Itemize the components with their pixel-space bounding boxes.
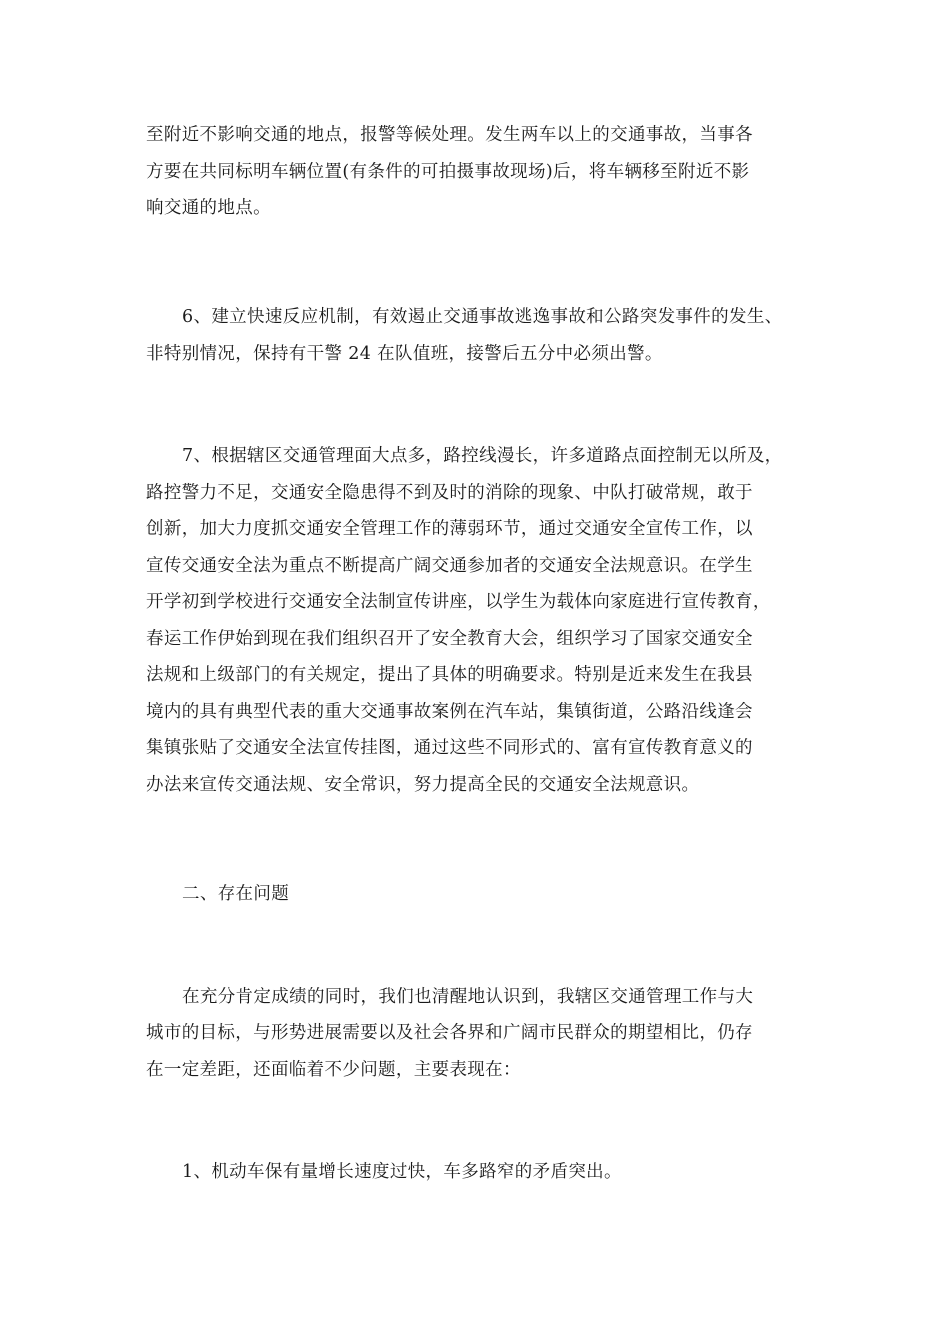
text-line: 响交通的地点。 — [146, 198, 271, 218]
text-line: 方要在共同标明车辆位置(有条件的可拍摄事故现场)后，将车辆移至附近不影 — [146, 162, 750, 182]
text-line: 在一定差距，还面临着不少问题，主要表现在： — [146, 1060, 521, 1080]
text-line: 路控警力不足，交通安全隐患得不到及时的消除的现象、中队打破常规，敢于 — [146, 483, 753, 503]
text-line: 6、建立快速反应机制，有效遏止交通事故逃逸事故和公路突发事件的发生、 — [182, 307, 783, 327]
text-line: 7、根据辖区交通管理面大点多，路控线漫长，许多道路点面控制无以所及， — [182, 446, 783, 466]
text-line: 非特别情况，保持有干警 24 在队值班，接警后五分中必须出警。 — [146, 344, 663, 364]
text-line: 办法来宣传交通法规、安全常识，努力提高全民的交通安全法规意识。 — [146, 775, 700, 795]
text-line: 至附近不影响交通的地点，报警等候处理。发生两车以上的交通事故，当事各 — [146, 125, 753, 145]
text-line: 城市的目标，与形势进展需要以及社会各界和广阔市民群众的期望相比，仍存 — [146, 1023, 753, 1043]
text-line: 1、机动车保有量增长速度过快，车多路窄的矛盾突出。 — [182, 1162, 622, 1182]
text-line: 集镇张贴了交通安全法宣传挂图，通过这些不同形式的、富有宣传教育意义的 — [146, 738, 753, 758]
text-line: 开学初到学校进行交通安全法制宣传讲座，以学生为载体向家庭进行宣传教育， — [146, 592, 771, 612]
text-line: 创新，加大力度抓交通安全管理工作的薄弱环节，通过交通安全宣传工作，以 — [146, 519, 753, 539]
text-line: 春运工作伊始到现在我们组织召开了安全教育大会，组织学习了国家交通安全 — [146, 629, 753, 649]
text-line: 在充分肯定成绩的同时，我们也清醒地认识到，我辖区交通管理工作与大 — [182, 987, 754, 1007]
text-line: 法规和上级部门的有关规定，提出了具体的明确要求。特别是近来发生在我县 — [146, 665, 753, 685]
text-line: 境内的具有典型代表的重大交通事故案例在汽车站，集镇街道，公路沿线逢会 — [146, 702, 753, 722]
text-line: 宣传交通安全法为重点不断提高广阔交通参加者的交通安全法规意识。在学生 — [146, 556, 753, 576]
heading-text: 二、存在问题 — [182, 884, 290, 904]
